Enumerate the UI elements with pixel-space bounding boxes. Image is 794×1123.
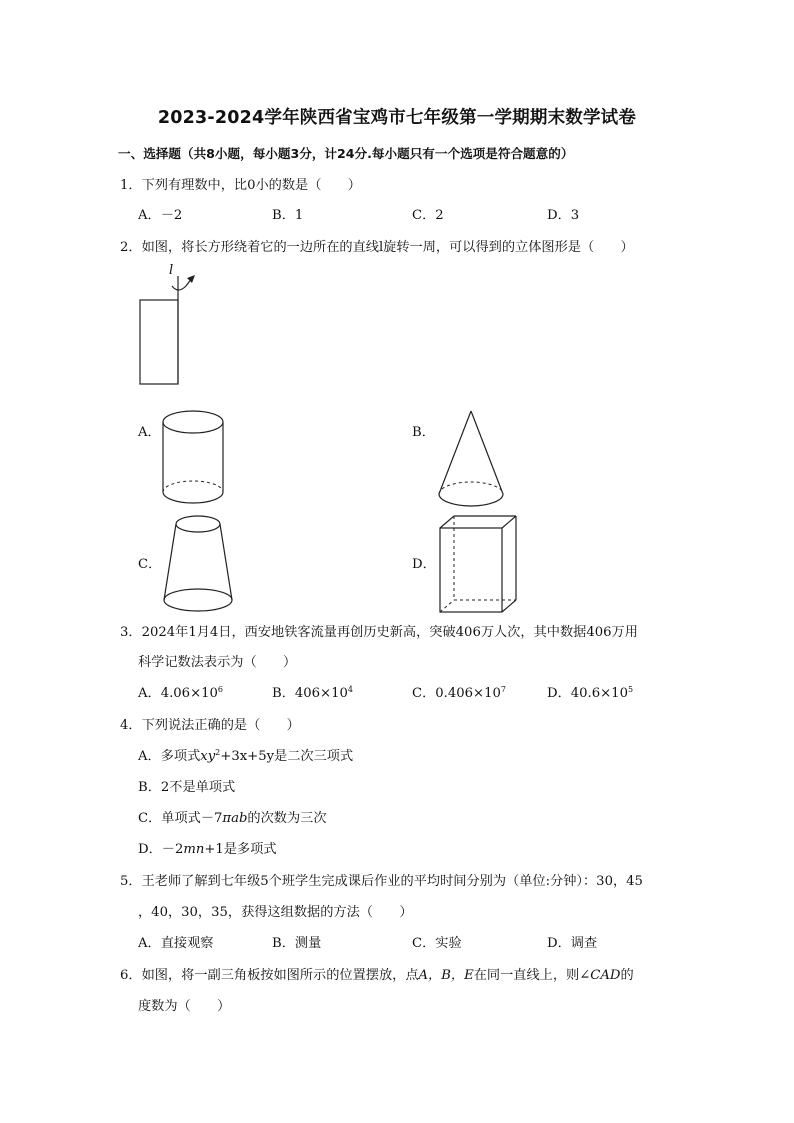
q2-option-b-label: B． bbox=[412, 425, 435, 440]
q2-option-a-label: A． bbox=[138, 425, 161, 440]
q4-option-a: A．多项式$xy^2+3x+5y$是二次三项式 bbox=[138, 748, 354, 764]
frustum-shape bbox=[160, 512, 236, 616]
question-5-stem-line2: ，40，30，35，获得这组数据的方法（ ） bbox=[138, 905, 413, 920]
rotation-figure bbox=[130, 262, 210, 392]
arrowhead-icon bbox=[187, 275, 195, 283]
q5-option-c: C．实验 bbox=[412, 936, 462, 951]
q5-option-b: B．测量 bbox=[272, 936, 322, 951]
q4-option-c: C．单项式－7πab的次数为三次 bbox=[138, 811, 327, 826]
section-heading: 一、选择题（共8小题，每小题3分，计24分.每小题只有一个选项是符合题意的） bbox=[118, 146, 574, 161]
axis-label: l bbox=[169, 263, 174, 278]
q5-option-d: D．调查 bbox=[547, 936, 598, 951]
question-3-stem-line1: 3．2024年1月4日，西安地铁客流量再创历史新高，突破406万人次，其中数据406万用 bbox=[120, 625, 638, 640]
cone-shape bbox=[436, 408, 508, 514]
q3-option-d: D．$40.6\times 10^5$ bbox=[547, 685, 634, 701]
q3-option-b: B．$406\times 10^4$ bbox=[272, 685, 353, 701]
q1-option-b: B．1 bbox=[272, 208, 304, 223]
question-4-stem: 4．下列说法正确的是（ ） bbox=[120, 718, 300, 733]
q1-option-a: A．－2 bbox=[138, 208, 183, 223]
q1-option-c: C．2 bbox=[412, 208, 444, 223]
q2-option-d-label: D． bbox=[412, 557, 436, 572]
cylinder-shape bbox=[160, 408, 230, 510]
question-5-stem-line1: 5．王老师了解到七年级5个班学生完成课后作业的平均时间分别为（单位:分钟）：30，45 bbox=[120, 874, 643, 889]
question-6-stem-line1: 6．如图，将一副三角板按如图所示的位置摆放，点A，B，E在同一直线上，则∠CAD的 bbox=[120, 968, 634, 983]
question-6-stem-line2: 度数为（ ） bbox=[138, 999, 231, 1014]
question-3-stem-line2: 科学记数法表示为（ ） bbox=[138, 655, 297, 670]
q1-option-d: D．3 bbox=[547, 208, 580, 223]
rectangle-shape bbox=[140, 300, 178, 384]
cuboid-shape bbox=[438, 514, 520, 614]
q3-option-a: A．$4.06\times 10^6$ bbox=[138, 685, 223, 701]
q2-option-c-label: C． bbox=[138, 557, 162, 572]
q5-option-a: A．直接观察 bbox=[138, 936, 214, 951]
question-2-stem: 2．如图，将长方形绕着它的一边所在的直线l旋转一周，可以得到的立体图形是（ ） bbox=[120, 240, 634, 255]
q4-option-b: B．2不是单项式 bbox=[138, 780, 236, 795]
q4-option-d: D．－2mn+1是多项式 bbox=[138, 842, 277, 857]
page-title: 2023-2024学年陕西省宝鸡市七年级第一学期期末数学试卷 bbox=[157, 108, 637, 128]
q3-option-c: C．$0.406\times 10^7$ bbox=[412, 685, 506, 701]
question-1-stem: 1．下列有理数中，比0小的数是（ ） bbox=[120, 178, 361, 193]
